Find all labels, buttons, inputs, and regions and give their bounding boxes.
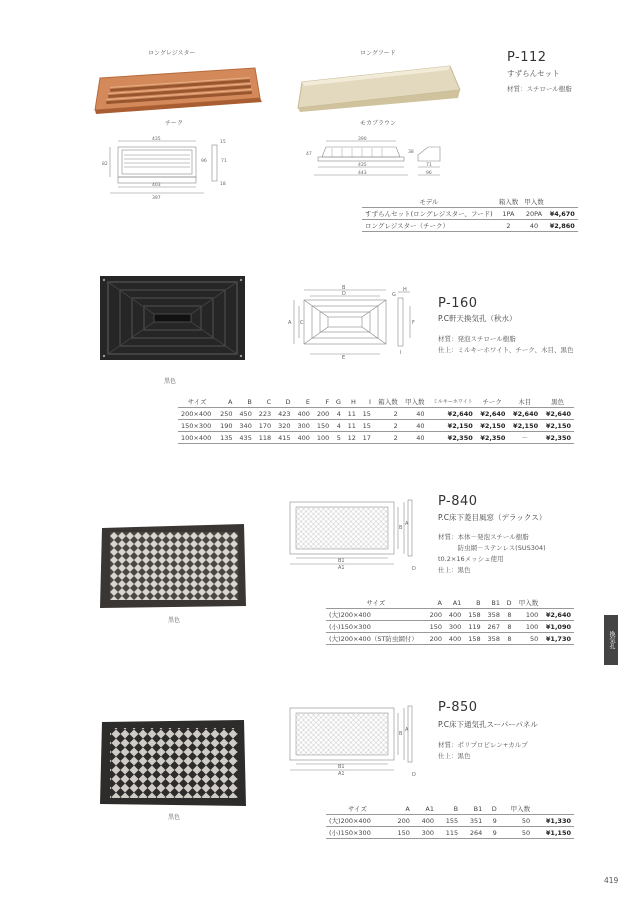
- dim-38: 38: [408, 150, 414, 155]
- cell-model: すずらんセット(ロングレジスター、フード): [362, 208, 496, 220]
- cell-size: (小)150×300: [326, 621, 426, 633]
- dim-390: 390: [358, 137, 367, 142]
- cell-price-black: ¥2,640: [541, 408, 574, 420]
- cell-price-milky-white: ¥2,640: [428, 408, 476, 420]
- cell-B: 340: [235, 420, 254, 432]
- p160-photo: [98, 272, 248, 364]
- col-F: F: [325, 397, 330, 406]
- cell-size: 200×400: [178, 408, 216, 420]
- col-A: A: [228, 397, 233, 406]
- cell-A: 200: [426, 633, 445, 645]
- dim-I: I: [400, 350, 402, 356]
- cell-B1: 358: [484, 609, 503, 621]
- cell-case-qty: 40: [401, 432, 428, 444]
- col-size: サイズ: [347, 805, 367, 813]
- cell-box-qty: 1PA: [496, 208, 522, 220]
- dim-A1: A1: [338, 565, 345, 571]
- p112-title: P-112: [507, 50, 547, 65]
- cell-price: ¥1,090: [541, 621, 574, 633]
- cell-A1: 400: [413, 815, 437, 827]
- cell-price: ¥1,150: [533, 827, 574, 839]
- p840-drawing: [286, 494, 420, 574]
- cell-H: 12: [344, 432, 359, 444]
- cell-case-qty: 50: [500, 815, 533, 827]
- col-case-qty: 甲入数: [405, 398, 425, 406]
- cell-price-milky-white: ¥2,350: [428, 432, 476, 444]
- dim-B: B: [399, 525, 403, 531]
- label-long-hood: ロングフード: [360, 50, 396, 57]
- cell-F: 200: [313, 408, 332, 420]
- dim-435-hood: 435: [358, 163, 367, 168]
- cell-case-qty: 40: [401, 420, 428, 432]
- col-A: A: [437, 598, 442, 607]
- cell-G: 4: [332, 408, 344, 420]
- col-milky-white: ミルキーホワイト: [432, 399, 473, 405]
- col-B1: B1: [473, 804, 483, 813]
- cell-B1: 351: [461, 815, 485, 827]
- cell-G: 4: [332, 420, 344, 432]
- p160-subtitle: P.C軒天換気孔（秋水）: [438, 314, 517, 323]
- cell-price-black: ¥2,350: [541, 432, 574, 444]
- p160-title: P-160: [438, 296, 478, 311]
- cell-model: ロングレジスター（チーク）: [362, 220, 496, 232]
- table-row: [326, 815, 574, 827]
- dim-71: 71: [221, 159, 227, 164]
- dim-A: A: [288, 320, 292, 326]
- dim-47: 47: [306, 152, 312, 157]
- dim-A1: A1: [338, 771, 345, 777]
- cell-price-teak: ¥2,350: [476, 432, 509, 444]
- col-D: D: [506, 598, 512, 607]
- col-black: 黒色: [551, 398, 565, 406]
- cell-size: 100×400: [178, 432, 216, 444]
- cell-B: 435: [235, 432, 254, 444]
- material-line: 材質：ポリプロピレン+カルプ: [438, 741, 528, 749]
- cell-I: 15: [359, 408, 374, 420]
- cell-F: 100: [313, 432, 332, 444]
- cell-price: ¥1,330: [533, 815, 574, 827]
- col-A1: A1: [425, 804, 434, 813]
- table-row: [178, 432, 574, 444]
- cell-A: 150: [389, 827, 413, 839]
- col-price: [533, 803, 574, 815]
- table-row: [326, 633, 574, 645]
- p112-material: 材質：スチロール樹脂: [507, 85, 572, 93]
- dim-H: H: [403, 287, 407, 293]
- p850-photo: [98, 716, 250, 810]
- cell-A1: 400: [445, 609, 464, 621]
- p850-title: P-850: [438, 700, 478, 715]
- p160-photo-caption: 黒色: [164, 378, 177, 385]
- cell-G: 5: [332, 432, 344, 444]
- dim-443: 443: [358, 171, 367, 176]
- cell-A: 200: [426, 609, 445, 621]
- cell-C: 170: [255, 420, 274, 432]
- cell-D: 423: [274, 408, 293, 420]
- cell-D: 8: [503, 609, 515, 621]
- cell-A: 200: [389, 815, 413, 827]
- long-hood-photo: [290, 60, 465, 115]
- cell-box-qty: 2: [374, 420, 401, 432]
- dim-D: D: [412, 772, 416, 778]
- cell-F: 150: [313, 420, 332, 432]
- col-model: モデル: [419, 198, 439, 206]
- cell-price: ¥2,640: [541, 609, 574, 621]
- dim-B: B: [399, 731, 403, 737]
- cell-price-woodgrain: ¥2,640: [508, 408, 541, 420]
- caption-mocha-brown: モカブラウン: [360, 120, 397, 127]
- cell-case-qty: 50: [515, 633, 542, 645]
- p840-title: P-840: [438, 494, 478, 509]
- cell-A: 190: [216, 420, 235, 432]
- col-I: I: [369, 397, 371, 406]
- section-tab-ventilation: 換気孔: [604, 615, 618, 665]
- p840-photo-caption: 黒色: [168, 617, 181, 624]
- col-B1: B1: [491, 598, 500, 607]
- dim-71-hood: 71: [426, 163, 432, 168]
- cell-E: 300: [294, 420, 313, 432]
- cell-C: 223: [255, 408, 274, 420]
- cell-B1: 267: [484, 621, 503, 633]
- cell-B: 450: [235, 408, 254, 420]
- dim-96: 96: [201, 159, 207, 164]
- p160-price-table: [178, 396, 574, 444]
- col-case-qty: 甲入数: [510, 805, 531, 813]
- col-price: [547, 196, 578, 208]
- cell-D: 9: [485, 815, 499, 827]
- cell-case-qty: 40: [521, 220, 547, 232]
- material-line: 材質：発泡スチロール樹脂: [438, 335, 516, 343]
- material-line: 防虫網－ステンレス(SUS304): [438, 544, 546, 552]
- col-woodgrain: 木目: [518, 398, 532, 406]
- dim-D: D: [412, 566, 416, 572]
- cell-B1: 264: [461, 827, 485, 839]
- cell-A: 150: [426, 621, 445, 633]
- cell-A1: 300: [413, 827, 437, 839]
- p840-material: [438, 532, 546, 576]
- cell-B: 158: [464, 633, 483, 645]
- col-C: C: [266, 397, 272, 406]
- cell-price-teak: ¥2,150: [476, 420, 509, 432]
- long-register-photo: [90, 60, 265, 115]
- dim-B1: B1: [338, 764, 345, 770]
- table-row: [362, 208, 578, 220]
- cell-price-woodgrain: ¥2,150: [508, 420, 541, 432]
- col-price: [541, 597, 574, 609]
- long-register-drawing: [100, 135, 250, 201]
- dim-D: D: [342, 291, 346, 297]
- cell-B: 115: [437, 827, 461, 839]
- table-row: [326, 621, 574, 633]
- dim-A: A: [405, 727, 409, 733]
- dim-E: E: [342, 355, 346, 360]
- dim-B: B: [342, 285, 346, 291]
- col-case-qty: 甲入数: [524, 198, 544, 206]
- cell-D: 8: [503, 633, 515, 645]
- p850-photo-caption: 黒色: [168, 814, 181, 821]
- col-teak: チーク: [482, 398, 502, 406]
- cell-B: 119: [464, 621, 483, 633]
- cell-price-teak: ¥2,640: [476, 408, 509, 420]
- material-line: 仕上：黒色: [438, 566, 471, 574]
- p160-drawing: [288, 284, 418, 360]
- cell-size: (大)200×400: [326, 609, 426, 621]
- dim-F: F: [412, 320, 415, 326]
- col-E: E: [305, 397, 310, 406]
- p160-material: [438, 334, 573, 356]
- col-case-qty: 甲入数: [518, 599, 539, 607]
- table-row: [178, 408, 574, 420]
- cell-box-qty: 2: [374, 432, 401, 444]
- table-row: [326, 609, 574, 621]
- dim-18: 18: [220, 182, 226, 187]
- cell-I: 17: [359, 432, 374, 444]
- p850-material: [438, 740, 528, 762]
- cell-case-qty: 40: [401, 408, 428, 420]
- col-A: A: [405, 804, 410, 813]
- cell-price: ¥2,860: [547, 220, 578, 232]
- label-long-register: ロングレジスター: [148, 50, 196, 57]
- cell-size: (大)200×400（ST防虫網付）: [326, 633, 426, 645]
- cell-size: (大)200×400: [326, 815, 389, 827]
- col-B: B: [247, 397, 252, 406]
- caption-teak: チーク: [165, 120, 184, 127]
- cell-A: 250: [216, 408, 235, 420]
- material-line: 仕上：黒色: [438, 752, 471, 760]
- dim-C: C: [300, 320, 304, 326]
- dim-397: 397: [152, 196, 161, 201]
- col-D: D: [491, 804, 497, 813]
- page-number: 419: [604, 876, 619, 885]
- cell-D: 320: [274, 420, 293, 432]
- col-B: B: [476, 598, 481, 607]
- cell-price-black: ¥2,150: [541, 420, 574, 432]
- dim-B1: B1: [338, 558, 345, 564]
- cell-box-qty: 2: [374, 408, 401, 420]
- cell-price-milky-white: ¥2,150: [428, 420, 476, 432]
- material-line: t0.2×16メッシュ使用: [438, 555, 504, 563]
- col-size: サイズ: [366, 599, 386, 607]
- dim-15: 15: [220, 140, 226, 145]
- cell-case-qty: 20PA: [521, 208, 547, 220]
- cell-case-qty: 100: [515, 621, 542, 633]
- p840-price-table: [326, 597, 574, 645]
- cell-B1: 358: [484, 633, 503, 645]
- cell-D: 9: [485, 827, 499, 839]
- cell-C: 118: [255, 432, 274, 444]
- cell-case-qty: 50: [500, 827, 533, 839]
- cell-H: 11: [344, 420, 359, 432]
- p850-subtitle: P.C床下通気孔スーパーパネル: [438, 720, 538, 729]
- dim-96-hood: 96: [426, 171, 432, 176]
- cell-D: 415: [274, 432, 293, 444]
- table-row: [178, 420, 574, 432]
- p112-price-table: [362, 196, 578, 232]
- long-hood-drawing: [300, 135, 450, 185]
- cell-price: ¥4,670: [547, 208, 578, 220]
- material-line: 材質：本体－発泡スチール樹脂: [438, 533, 529, 541]
- col-A1: A1: [452, 598, 462, 607]
- table-row: [326, 827, 574, 839]
- dim-A: A: [405, 521, 409, 527]
- dim-403: 403: [152, 183, 161, 188]
- cell-D: 8: [503, 621, 515, 633]
- material-line: 仕上：ミルキーホワイト、チーク、木目、黒色: [438, 346, 574, 354]
- cell-case-qty: 100: [515, 609, 542, 621]
- col-H: H: [351, 397, 356, 406]
- cell-size: (小)150×300: [326, 827, 389, 839]
- cell-box-qty: 2: [496, 220, 522, 232]
- cell-price-woodgrain: －: [508, 432, 541, 444]
- dim-435: 435: [152, 137, 161, 142]
- cell-A: 135: [216, 432, 235, 444]
- p850-price-table: [326, 803, 574, 839]
- dim-G: G: [392, 292, 396, 298]
- col-box-qty: 箱入数: [498, 198, 519, 206]
- cell-price: ¥1,730: [541, 633, 574, 645]
- col-box-qty: 箱入数: [378, 398, 398, 406]
- col-size: サイズ: [187, 398, 207, 406]
- cell-B: 158: [464, 609, 483, 621]
- cell-E: 400: [294, 432, 313, 444]
- cell-E: 400: [294, 408, 313, 420]
- cell-I: 15: [359, 420, 374, 432]
- dim-82: 82: [102, 162, 108, 167]
- table-row: [362, 220, 578, 232]
- p840-photo: [98, 520, 250, 612]
- cell-A1: 400: [445, 633, 464, 645]
- p112-subtitle: すずらんセット: [507, 69, 560, 78]
- cell-A1: 300: [445, 621, 464, 633]
- col-B: B: [453, 804, 459, 813]
- cell-H: 11: [344, 408, 359, 420]
- col-D: D: [285, 397, 291, 406]
- cell-size: 150×300: [178, 420, 216, 432]
- p850-drawing: [286, 700, 420, 780]
- p840-subtitle: P.C床下菱目風窓（デラックス）: [438, 513, 547, 522]
- cell-B: 155: [437, 815, 461, 827]
- col-G: G: [335, 397, 341, 406]
